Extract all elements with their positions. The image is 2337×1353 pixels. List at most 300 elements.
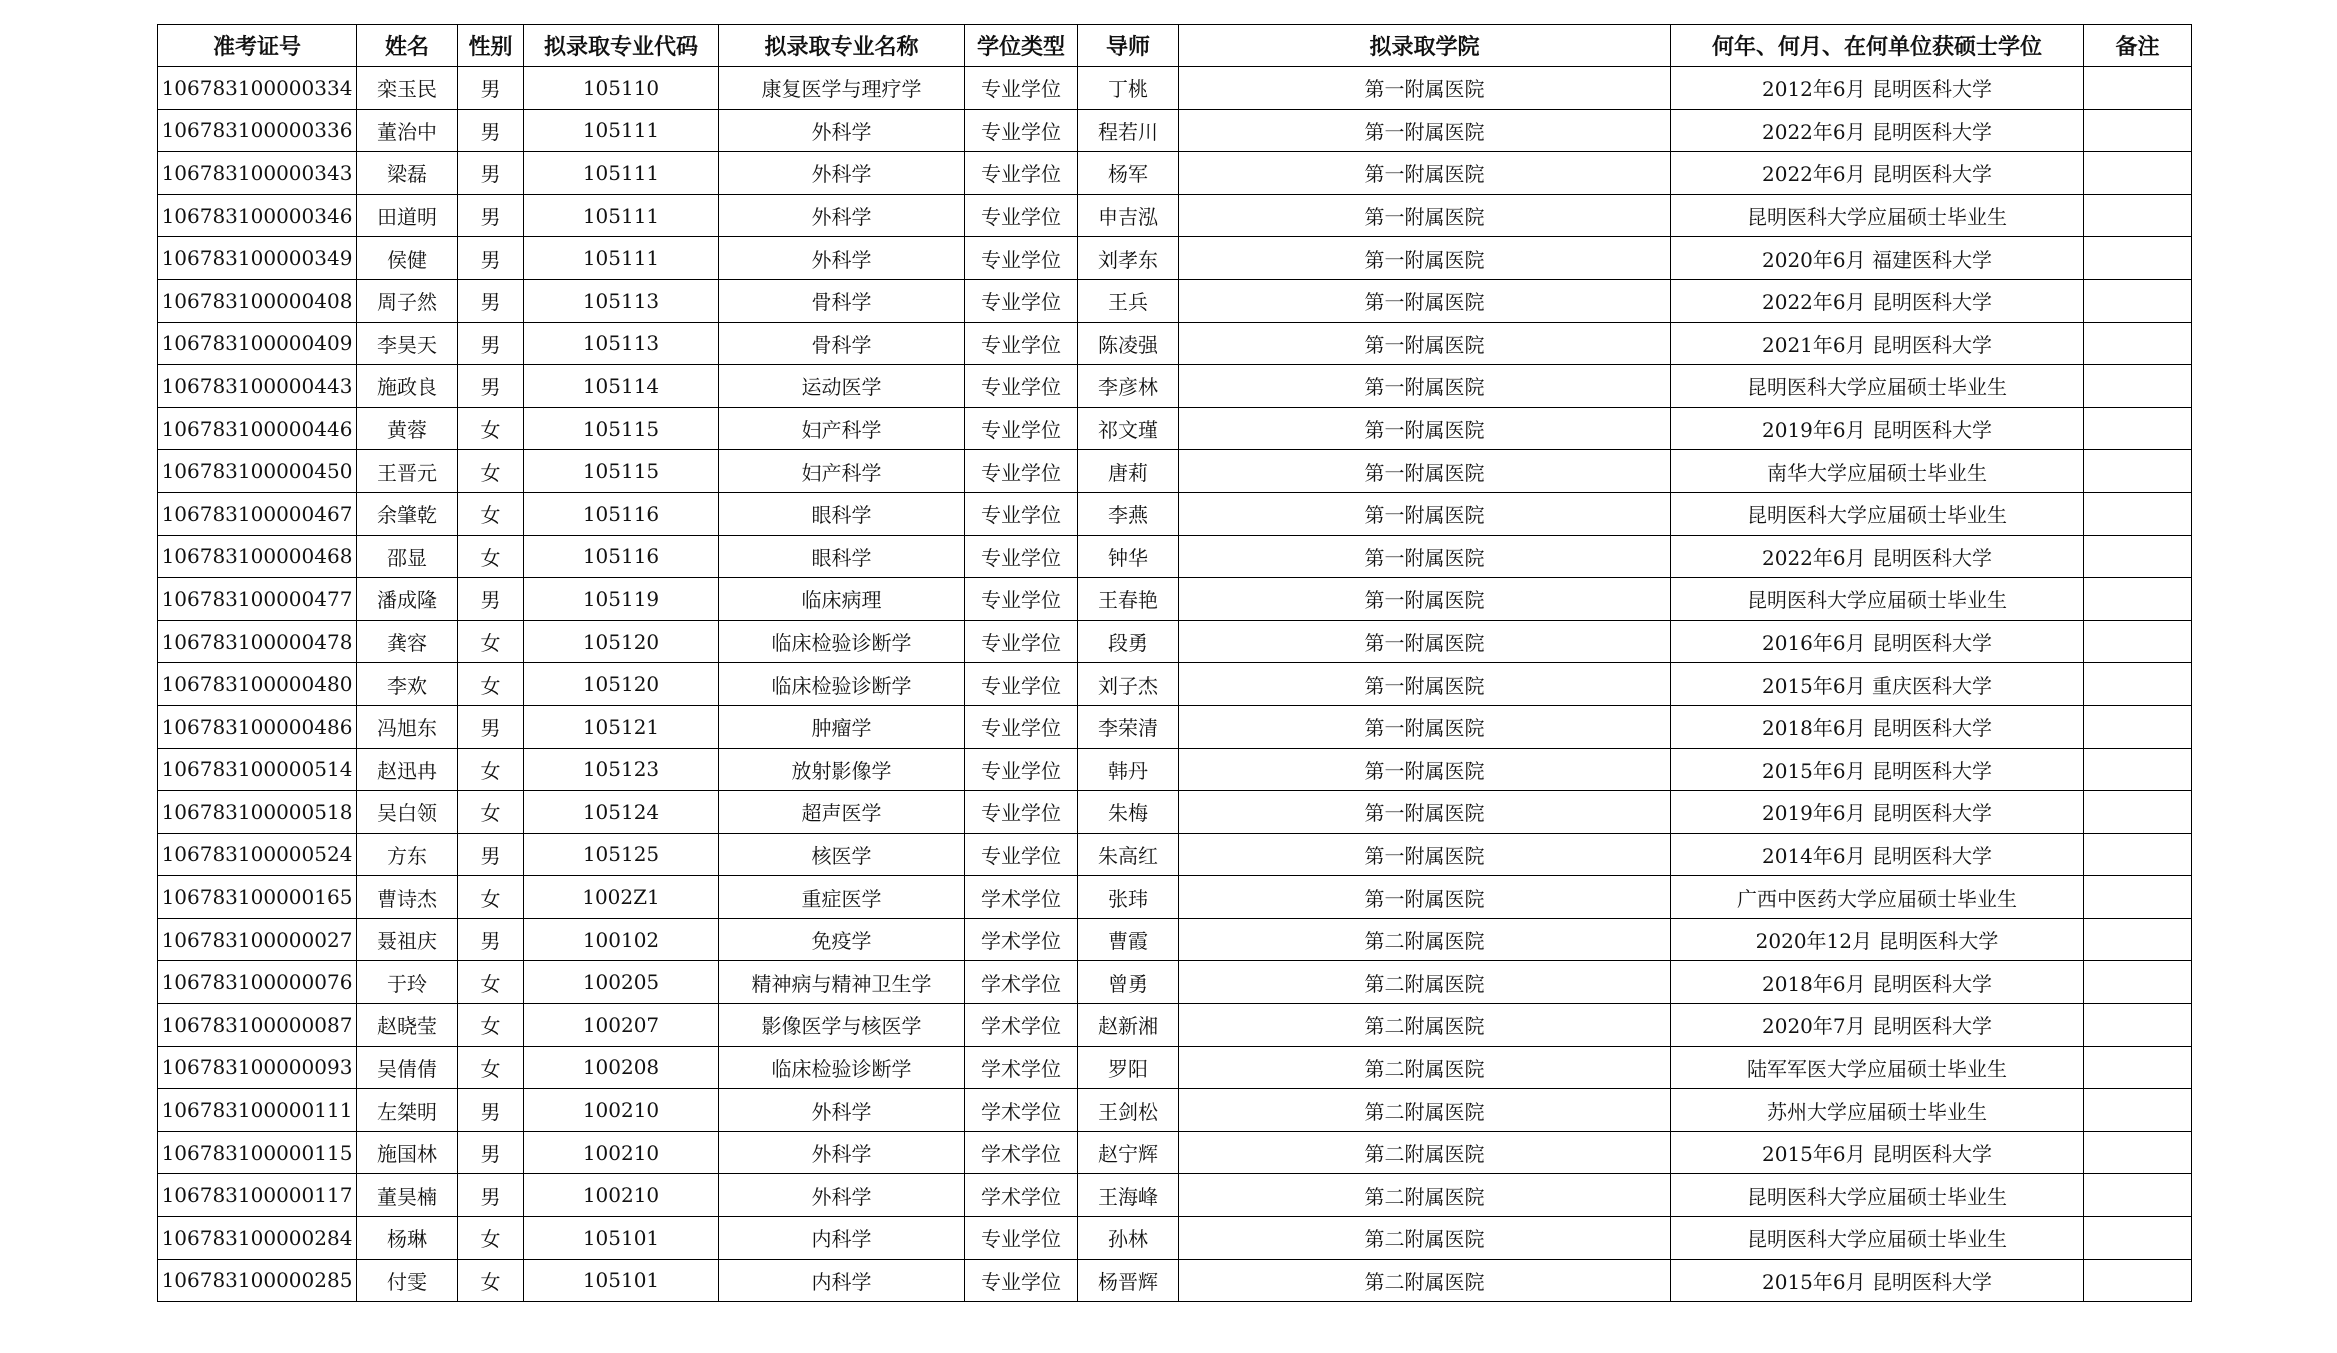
cell-gender: 男 [458,1131,524,1174]
cell-masters-degree-info: 2020年12月 昆明医科大学 [1671,918,2084,961]
cell-major-name: 运动医学 [719,365,965,408]
cell-exam-id: 106783100000446 [158,407,357,450]
cell-major-name: 内科学 [719,1259,965,1302]
cell-degree-type: 专业学位 [965,705,1078,748]
cell-degree-type: 专业学位 [965,492,1078,535]
cell-college: 第一附属医院 [1179,109,1671,152]
cell-advisor: 刘孝东 [1078,237,1179,280]
cell-major-code: 100210 [524,1089,719,1132]
cell-advisor: 刘子杰 [1078,663,1179,706]
cell-gender: 男 [458,365,524,408]
cell-advisor: 杨军 [1078,152,1179,195]
cell-remarks [2084,1004,2192,1047]
cell-name: 董昊楠 [357,1174,458,1217]
cell-major-code: 105101 [524,1259,719,1302]
cell-major-name: 核医学 [719,833,965,876]
cell-masters-degree-info: 2022年6月 昆明医科大学 [1671,109,2084,152]
table-row [158,1046,2192,1089]
cell-college: 第二附属医院 [1179,1131,1671,1174]
cell-masters-degree-info: 2022年6月 昆明医科大学 [1671,279,2084,322]
cell-major-code: 1002Z1 [524,876,719,919]
cell-gender: 男 [458,67,524,110]
cell-gender: 女 [458,492,524,535]
table-row [158,961,2192,1004]
cell-exam-id: 106783100000524 [158,833,357,876]
cell-major-code: 100210 [524,1131,719,1174]
cell-masters-degree-info: 2022年6月 昆明医科大学 [1671,535,2084,578]
cell-major-name: 临床病理 [719,578,965,621]
cell-remarks [2084,1046,2192,1089]
cell-degree-type: 专业学位 [965,791,1078,834]
cell-advisor: 陈凌强 [1078,322,1179,365]
table-row [158,492,2192,535]
cell-masters-degree-info: 苏州大学应届硕士毕业生 [1671,1089,2084,1132]
cell-degree-type: 专业学位 [965,237,1078,280]
table-row [158,705,2192,748]
cell-major-name: 外科学 [719,1131,965,1174]
cell-masters-degree-info: 2016年6月 昆明医科大学 [1671,620,2084,663]
cell-name: 潘成隆 [357,578,458,621]
cell-degree-type: 专业学位 [965,578,1078,621]
cell-masters-degree-info: 2018年6月 昆明医科大学 [1671,705,2084,748]
cell-exam-id: 106783100000450 [158,450,357,493]
cell-name: 吴白领 [357,791,458,834]
table-row [158,876,2192,919]
cell-college: 第一附属医院 [1179,876,1671,919]
table-row [158,833,2192,876]
cell-advisor: 孙林 [1078,1217,1179,1260]
cell-advisor: 李燕 [1078,492,1179,535]
cell-major-name: 临床检验诊断学 [719,663,965,706]
cell-remarks [2084,67,2192,110]
cell-college: 第一附属医院 [1179,578,1671,621]
cell-masters-degree-info: 昆明医科大学应届硕士毕业生 [1671,492,2084,535]
cell-exam-id: 106783100000518 [158,791,357,834]
table-row [158,322,2192,365]
cell-degree-type: 专业学位 [965,109,1078,152]
cell-degree-type: 专业学位 [965,620,1078,663]
cell-degree-type: 专业学位 [965,1217,1078,1260]
cell-degree-type: 专业学位 [965,450,1078,493]
cell-name: 李欢 [357,663,458,706]
column-header-major-name: 拟录取专业名称 [719,25,965,67]
cell-remarks [2084,152,2192,195]
cell-college: 第二附属医院 [1179,1046,1671,1089]
cell-major-code: 105110 [524,67,719,110]
cell-gender: 男 [458,578,524,621]
cell-major-code: 100205 [524,961,719,1004]
cell-masters-degree-info: 南华大学应届硕士毕业生 [1671,450,2084,493]
cell-exam-id: 106783100000115 [158,1131,357,1174]
cell-major-code: 105125 [524,833,719,876]
cell-major-code: 105115 [524,407,719,450]
cell-remarks [2084,748,2192,791]
cell-college: 第二附属医院 [1179,918,1671,961]
cell-degree-type: 专业学位 [965,833,1078,876]
cell-masters-degree-info: 2022年6月 昆明医科大学 [1671,152,2084,195]
cell-exam-id: 106783100000284 [158,1217,357,1260]
cell-major-code: 105123 [524,748,719,791]
cell-remarks [2084,961,2192,1004]
cell-degree-type: 专业学位 [965,535,1078,578]
table-row [158,365,2192,408]
cell-major-name: 影像医学与核医学 [719,1004,965,1047]
cell-name: 吴倩倩 [357,1046,458,1089]
cell-masters-degree-info: 2015年6月 昆明医科大学 [1671,748,2084,791]
table-row [158,237,2192,280]
header-row [158,25,2192,67]
cell-major-name: 妇产科学 [719,450,965,493]
cell-advisor: 王春艳 [1078,578,1179,621]
cell-major-code: 105124 [524,791,719,834]
cell-name: 董治中 [357,109,458,152]
cell-major-name: 外科学 [719,109,965,152]
cell-name: 于玲 [357,961,458,1004]
cell-major-name: 眼科学 [719,535,965,578]
cell-remarks [2084,663,2192,706]
cell-remarks [2084,918,2192,961]
cell-advisor: 申吉泓 [1078,194,1179,237]
cell-exam-id: 106783100000349 [158,237,357,280]
cell-advisor: 朱高红 [1078,833,1179,876]
cell-college: 第二附属医院 [1179,961,1671,1004]
cell-exam-id: 106783100000480 [158,663,357,706]
cell-masters-degree-info: 陆军军医大学应届硕士毕业生 [1671,1046,2084,1089]
cell-major-name: 肿瘤学 [719,705,965,748]
cell-masters-degree-info: 2014年6月 昆明医科大学 [1671,833,2084,876]
cell-degree-type: 学术学位 [965,1089,1078,1132]
cell-advisor: 韩丹 [1078,748,1179,791]
cell-gender: 女 [458,407,524,450]
cell-name: 黄蓉 [357,407,458,450]
table-body [158,67,2192,1302]
cell-major-code: 105121 [524,705,719,748]
cell-gender: 女 [458,876,524,919]
cell-advisor: 赵新湘 [1078,1004,1179,1047]
cell-college: 第一附属医院 [1179,535,1671,578]
cell-college: 第二附属医院 [1179,1217,1671,1260]
cell-college: 第一附属医院 [1179,407,1671,450]
cell-masters-degree-info: 2021年6月 昆明医科大学 [1671,322,2084,365]
cell-remarks [2084,791,2192,834]
cell-major-code: 105111 [524,194,719,237]
admission-table [157,24,2192,1302]
cell-name: 龚容 [357,620,458,663]
cell-name: 方东 [357,833,458,876]
cell-major-name: 重症医学 [719,876,965,919]
cell-advisor: 朱梅 [1078,791,1179,834]
cell-remarks [2084,407,2192,450]
cell-exam-id: 106783100000336 [158,109,357,152]
cell-exam-id: 106783100000027 [158,918,357,961]
cell-college: 第一附属医院 [1179,492,1671,535]
table-row [158,152,2192,195]
cell-major-code: 105101 [524,1217,719,1260]
cell-gender: 男 [458,109,524,152]
column-header-remarks: 备注 [2084,25,2192,67]
cell-major-code: 105114 [524,365,719,408]
cell-remarks [2084,109,2192,152]
cell-degree-type: 专业学位 [965,67,1078,110]
cell-advisor: 罗阳 [1078,1046,1179,1089]
cell-advisor: 王海峰 [1078,1174,1179,1217]
cell-remarks [2084,1089,2192,1132]
cell-major-code: 105113 [524,279,719,322]
cell-degree-type: 学术学位 [965,876,1078,919]
cell-college: 第二附属医院 [1179,1259,1671,1302]
column-header-degree-type: 学位类型 [965,25,1078,67]
cell-exam-id: 106783100000093 [158,1046,357,1089]
table-row [158,748,2192,791]
cell-gender: 女 [458,748,524,791]
cell-college: 第一附属医院 [1179,748,1671,791]
cell-degree-type: 专业学位 [965,748,1078,791]
cell-degree-type: 学术学位 [965,1046,1078,1089]
cell-masters-degree-info: 2019年6月 昆明医科大学 [1671,407,2084,450]
cell-masters-degree-info: 2015年6月 重庆医科大学 [1671,663,2084,706]
cell-degree-type: 专业学位 [965,365,1078,408]
cell-masters-degree-info: 昆明医科大学应届硕士毕业生 [1671,1174,2084,1217]
table-row [158,450,2192,493]
admission-list-document [157,24,2191,1302]
cell-major-name: 内科学 [719,1217,965,1260]
cell-major-code: 105116 [524,492,719,535]
cell-college: 第一附属医院 [1179,705,1671,748]
cell-major-name: 外科学 [719,1089,965,1132]
cell-name: 冯旭东 [357,705,458,748]
column-header-college: 拟录取学院 [1179,25,1671,67]
cell-gender: 男 [458,705,524,748]
cell-gender: 男 [458,1089,524,1132]
cell-exam-id: 106783100000478 [158,620,357,663]
cell-masters-degree-info: 广西中医药大学应届硕士毕业生 [1671,876,2084,919]
cell-major-name: 精神病与精神卫生学 [719,961,965,1004]
cell-remarks [2084,1259,2192,1302]
cell-advisor: 李荣清 [1078,705,1179,748]
cell-major-name: 免疫学 [719,918,965,961]
cell-gender: 女 [458,1046,524,1089]
cell-name: 栾玉民 [357,67,458,110]
cell-masters-degree-info: 昆明医科大学应届硕士毕业生 [1671,1217,2084,1260]
cell-exam-id: 106783100000477 [158,578,357,621]
cell-advisor: 赵宁辉 [1078,1131,1179,1174]
cell-remarks [2084,833,2192,876]
cell-masters-degree-info: 昆明医科大学应届硕士毕业生 [1671,194,2084,237]
column-header-masters-degree-info: 何年、何月、在何单位获硕士学位 [1671,25,2084,67]
cell-masters-degree-info: 昆明医科大学应届硕士毕业生 [1671,578,2084,621]
cell-name: 左桀明 [357,1089,458,1132]
cell-major-code: 105111 [524,152,719,195]
cell-exam-id: 106783100000486 [158,705,357,748]
cell-name: 邵显 [357,535,458,578]
table-row [158,535,2192,578]
cell-masters-degree-info: 昆明医科大学应届硕士毕业生 [1671,365,2084,408]
cell-remarks [2084,365,2192,408]
cell-gender: 女 [458,961,524,1004]
cell-advisor: 钟华 [1078,535,1179,578]
cell-remarks [2084,492,2192,535]
cell-degree-type: 专业学位 [965,194,1078,237]
cell-college: 第一附属医院 [1179,67,1671,110]
cell-advisor: 丁桃 [1078,67,1179,110]
cell-degree-type: 专业学位 [965,322,1078,365]
cell-major-name: 超声医学 [719,791,965,834]
cell-advisor: 杨晋辉 [1078,1259,1179,1302]
cell-remarks [2084,322,2192,365]
cell-college: 第一附属医院 [1179,237,1671,280]
cell-gender: 女 [458,450,524,493]
cell-major-name: 外科学 [719,1174,965,1217]
cell-exam-id: 106783100000409 [158,322,357,365]
cell-major-name: 康复医学与理疗学 [719,67,965,110]
cell-major-code: 105115 [524,450,719,493]
cell-name: 施国林 [357,1131,458,1174]
cell-name: 梁磊 [357,152,458,195]
cell-major-code: 105120 [524,620,719,663]
cell-exam-id: 106783100000343 [158,152,357,195]
cell-college: 第一附属医院 [1179,322,1671,365]
cell-advisor: 张玮 [1078,876,1179,919]
cell-college: 第一附属医院 [1179,194,1671,237]
cell-major-code: 100208 [524,1046,719,1089]
cell-degree-type: 学术学位 [965,1174,1078,1217]
table-row [158,279,2192,322]
cell-degree-type: 专业学位 [965,407,1078,450]
cell-degree-type: 学术学位 [965,918,1078,961]
cell-gender: 女 [458,1004,524,1047]
cell-degree-type: 学术学位 [965,1004,1078,1047]
cell-remarks [2084,1217,2192,1260]
cell-remarks [2084,535,2192,578]
cell-name: 余肇乾 [357,492,458,535]
cell-exam-id: 106783100000334 [158,67,357,110]
cell-college: 第一附属医院 [1179,833,1671,876]
cell-exam-id: 106783100000165 [158,876,357,919]
cell-name: 聂祖庆 [357,918,458,961]
cell-gender: 男 [458,194,524,237]
table-row [158,918,2192,961]
cell-gender: 男 [458,322,524,365]
cell-gender: 女 [458,535,524,578]
table-row [158,1259,2192,1302]
cell-major-name: 外科学 [719,237,965,280]
cell-major-name: 外科学 [719,152,965,195]
cell-gender: 男 [458,279,524,322]
cell-remarks [2084,620,2192,663]
cell-gender: 女 [458,791,524,834]
cell-exam-id: 106783100000346 [158,194,357,237]
cell-masters-degree-info: 2020年7月 昆明医科大学 [1671,1004,2084,1047]
cell-major-code: 105111 [524,237,719,280]
cell-masters-degree-info: 2018年6月 昆明医科大学 [1671,961,2084,1004]
table-header [158,25,2192,67]
cell-masters-degree-info: 2015年6月 昆明医科大学 [1671,1131,2084,1174]
column-header-major-code: 拟录取专业代码 [524,25,719,67]
cell-college: 第一附属医院 [1179,663,1671,706]
cell-major-name: 临床检验诊断学 [719,620,965,663]
cell-remarks [2084,194,2192,237]
cell-name: 赵晓莹 [357,1004,458,1047]
cell-advisor: 段勇 [1078,620,1179,663]
cell-remarks [2084,578,2192,621]
cell-major-code: 100210 [524,1174,719,1217]
cell-gender: 男 [458,152,524,195]
cell-major-name: 妇产科学 [719,407,965,450]
cell-exam-id: 106783100000468 [158,535,357,578]
cell-major-code: 100102 [524,918,719,961]
cell-gender: 男 [458,1174,524,1217]
cell-gender: 男 [458,918,524,961]
cell-degree-type: 专业学位 [965,279,1078,322]
cell-major-name: 临床检验诊断学 [719,1046,965,1089]
cell-gender: 女 [458,1217,524,1260]
cell-remarks [2084,1174,2192,1217]
cell-remarks [2084,876,2192,919]
cell-major-name: 放射影像学 [719,748,965,791]
cell-college: 第一附属医院 [1179,152,1671,195]
column-header-advisor: 导师 [1078,25,1179,67]
table-row [158,1089,2192,1132]
cell-name: 杨琳 [357,1217,458,1260]
cell-advisor: 程若川 [1078,109,1179,152]
cell-college: 第一附属医院 [1179,620,1671,663]
cell-exam-id: 106783100000514 [158,748,357,791]
cell-exam-id: 106783100000111 [158,1089,357,1132]
cell-degree-type: 专业学位 [965,663,1078,706]
table-row [158,1174,2192,1217]
cell-masters-degree-info: 2020年6月 福建医科大学 [1671,237,2084,280]
table-row [158,791,2192,834]
cell-advisor: 唐莉 [1078,450,1179,493]
table-row [158,620,2192,663]
cell-gender: 女 [458,663,524,706]
table-row [158,578,2192,621]
cell-major-name: 骨科学 [719,322,965,365]
cell-college: 第一附属医院 [1179,279,1671,322]
cell-major-code: 100207 [524,1004,719,1047]
cell-advisor: 李彦林 [1078,365,1179,408]
cell-major-name: 眼科学 [719,492,965,535]
table-row [158,109,2192,152]
cell-advisor: 祁文瑾 [1078,407,1179,450]
table-row [158,1131,2192,1174]
cell-name: 侯健 [357,237,458,280]
cell-exam-id: 106783100000285 [158,1259,357,1302]
table-row [158,407,2192,450]
cell-major-name: 骨科学 [719,279,965,322]
column-header-exam-id: 准考证号 [158,25,357,67]
cell-major-code: 105111 [524,109,719,152]
cell-name: 施政良 [357,365,458,408]
cell-major-code: 105120 [524,663,719,706]
cell-name: 赵迅冉 [357,748,458,791]
table-row [158,1217,2192,1260]
cell-major-code: 105119 [524,578,719,621]
cell-major-name: 外科学 [719,194,965,237]
cell-exam-id: 106783100000443 [158,365,357,408]
cell-degree-type: 专业学位 [965,152,1078,195]
table-row [158,194,2192,237]
cell-college: 第一附属医院 [1179,450,1671,493]
cell-name: 付雯 [357,1259,458,1302]
cell-remarks [2084,705,2192,748]
cell-advisor: 王剑松 [1078,1089,1179,1132]
column-header-name: 姓名 [357,25,458,67]
cell-gender: 女 [458,1259,524,1302]
cell-name: 周子然 [357,279,458,322]
cell-exam-id: 106783100000087 [158,1004,357,1047]
cell-remarks [2084,450,2192,493]
